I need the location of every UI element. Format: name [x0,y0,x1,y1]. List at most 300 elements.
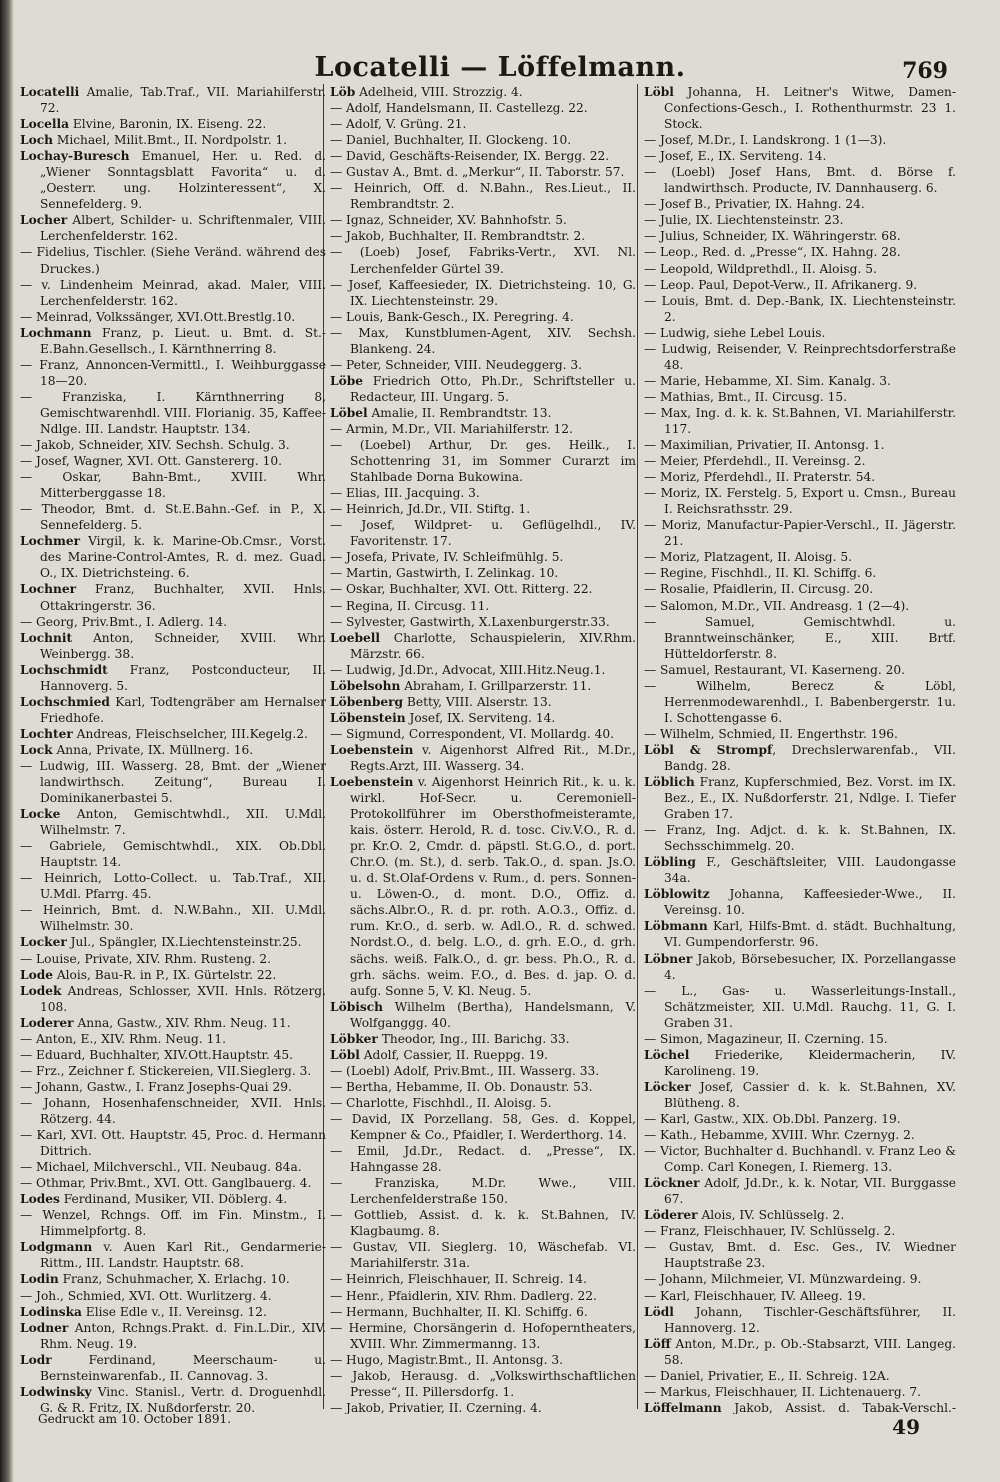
signature-number: 49 [892,1415,920,1439]
entry-surname: Löblowitz [644,887,710,902]
entry-text: Anton, M.Dr., p. Ob.-Stabsarzt, VIII. Langeg. 58. [664,1336,956,1367]
entry-text: — (Loebl) Adolf, Priv.Bmt., III. Wasserg. 33. [330,1063,600,1078]
entry-text: — Josef, Wildpret- u. Geflügelhdl., IV. Favoritenstr. 17. [330,518,636,549]
directory-entry [330,774,636,999]
directory-entry [20,1063,326,1079]
entry-surname: Löchel [644,1047,690,1062]
entry-text: — Oskar, Bahn-Bmt., XVIII. Whr. Mitterberggasse 18. [20,470,326,501]
column-2 [330,84,636,1414]
entry-surname: Lochner [20,582,77,597]
directory-entry [20,838,326,870]
entry-surname: Löckner [644,1176,700,1191]
directory-entry [20,951,326,967]
entry-text: — Max, Ing. d. k. k. St.Bahnen, VI. Mariahilferstr. 117. [644,405,956,436]
directory-entry [20,1127,326,1159]
directory-entry [330,1143,636,1175]
directory-entry [330,1368,636,1400]
directory-entry [330,1063,636,1079]
directory-entry [20,870,326,902]
directory-entry [330,1031,636,1047]
entry-surname: Loebell [330,630,380,645]
entry-surname: Lochschmidt [20,662,108,677]
directory-entry [644,662,956,678]
directory-entry [644,983,956,1031]
directory-entry [20,309,326,325]
directory-entry [20,389,326,437]
entry-surname: Loebenstein [330,775,414,790]
directory-entry [330,148,636,164]
directory-entry [330,678,636,694]
column-divider [637,84,638,1409]
entry-text: — Franziska, I. Kärnthnerring 8, Gemischtwarenhdl. VIII. Florianig. 35, Kaffee-Ndlge. III. Landstr. Hauptstr. 134. [20,389,326,436]
directory-entry [644,822,956,854]
entry-text: — Ludwig, Reisender, V. Reinprechtsdorferstraße 48. [644,341,956,372]
entry-text: Jakob, Assist. d. Tabak-Verschl.- [734,1400,956,1414]
directory-entry [330,1047,636,1063]
entry-text: — Othmar, Priv.Bmt., XVI. Ott. Ganglbauerg. 4. [20,1176,312,1191]
entry-text: — Frz., Zeichner f. Stickereien, VII.Sieglerg. 3. [20,1063,312,1078]
entry-surname: Lodin [20,1272,59,1287]
entry-text: — Jakob, Privatier, II. Czerning. 4. [330,1400,542,1414]
entry-text: — Sylvester, Gastwirth, X.Laxenburgerstr.33. [330,614,610,629]
directory-entry [330,100,636,116]
directory-entry [20,742,326,758]
directory-entry [20,453,326,469]
entry-text: — Victor, Buchhalter d. Buchhandl. v. Franz Leo & Comp. Carl Konegen, I. Riemerg. 13. [644,1144,956,1175]
directory-entry [330,277,636,309]
entry-text: Vinc. Stanisl., Vertr. d. Droguenhdl. G. & R. Fritz, IX. Nußdorferstr. 20. [40,1384,326,1414]
directory-entry [644,1223,956,1239]
entry-surname: Löbenberg [330,694,404,709]
entry-text: — Moriz, Manufactur-Papier-Verschl., II. Jägerstr. 21. [644,518,956,549]
directory-entry [330,1320,636,1352]
directory-entry [644,598,956,614]
entry-text: Anton, Rchngs.Prakt. d. Fin.L.Dir., XIV. Rhm. Neug. 19. [40,1320,326,1351]
directory-entry [330,1079,636,1095]
entry-text: — Julius, Schneider, IX. Währingerstr. 68. [644,229,901,244]
entry-surname: Loch [20,133,53,148]
entry-text: Alois, Bau-R. in P., IX. Gürtelstr. 22. [52,967,277,982]
entry-text: — Hugo, Magistr.Bmt., II. Antonsg. 3. [330,1352,563,1367]
entry-text: — Leop. Paul, Depot-Verw., II. Afrikanerg. 9. [644,277,918,292]
entry-surname: Löbelsohn [330,678,401,693]
entry-text: — Emil, Jd.Dr., Redact. d. „Presse“, IX. Hahngasse 28. [330,1144,636,1175]
page-number: 769 [902,58,948,84]
directory-entry [644,389,956,405]
entry-surname: Lochnit [20,630,73,645]
entry-surname: Löb [330,85,356,99]
entry-text: — Peter, Schneider, VIII. Neudeggerg. 3. [330,357,583,372]
entry-text: — Ludwig, III. Wasserg. 28, Bmt. der „Wiener landwirthsch. Zeitung“, Bureau I. Dominikanerbastei 5. [20,758,326,806]
entry-text: Andreas, Fleischselcher, III.Kegelg.2. [72,726,308,741]
directory-entry [644,261,956,277]
entry-text: — Leopold, Wildprethdl., II. Aloisg. 5. [644,261,877,276]
entry-text: — Eduard, Buchhalter, XIV.Ott.Hauptstr. 45. [20,1047,293,1062]
entry-surname: Lodgmann [20,1240,93,1255]
entry-text: Josef, Cassier d. k. k. St.Bahnen, XV. Blütheng. 8. [664,1079,956,1110]
directory-entry [644,951,956,983]
directory-entry [644,517,956,549]
entry-text: Anna, Gastw., XIV. Rhm. Neug. 11. [73,1015,291,1030]
entry-text: — Wilhelm, Berecz & Löbl, Herrenmodewarenhdl., I. Babenbergerstr. 1u. I. Schottengasse 6. [644,678,956,725]
entry-surname: Löcker [644,1079,691,1094]
directory-entry [644,148,956,164]
directory-entry [20,1015,326,1031]
directory-entry [330,598,636,614]
directory-entry [20,758,326,806]
directory-entry [644,1175,956,1207]
entry-text: — Markus, Fleischhauer, II. Lichtenauerg. 7. [644,1384,922,1399]
entry-text: — Karl, Fleischhauer, IV. Alleeg. 19. [644,1288,866,1303]
entry-text: — Martin, Gastwirth, I. Zelinkag. 10. [330,566,559,581]
directory-entry [20,357,326,389]
entry-text: — Elias, III. Jacquing. 3. [330,486,480,501]
directory-entry [330,501,636,517]
entry-text: Adelheid, VIII. Strozzig. 4. [355,85,523,99]
directory-entry [20,1095,326,1127]
directory-entry [644,1047,956,1079]
directory-entry [20,1047,326,1063]
directory-entry [20,469,326,501]
entry-text: Jul., Spängler, IX.Liechtensteinstr.25. [66,935,302,950]
directory-entry [330,132,636,148]
entry-text: — Louis, Bmt. d. Dep.-Bank, IX. Liechtensteinstr. 2. [644,293,956,324]
entry-text: — Anton, E., XIV. Rhm. Neug. 11. [20,1031,226,1046]
entry-text: — Theodor, Bmt. d. St.E.Bahn.-Gef. in P., X. Sennefelderg. 5. [20,502,326,533]
entry-surname: Lodwinsky [20,1384,92,1399]
entry-text: Franz, Postconducteur, II. Hannoverg. 5. [40,662,326,693]
directory-entry [330,517,636,549]
entry-text: — Michael, Milchverschl., VII. Neubaug. 84a. [20,1160,302,1175]
directory-entry [644,1336,956,1368]
column-3 [644,84,956,1414]
directory-entry [330,1304,636,1320]
entry-surname: Lodes [20,1192,60,1207]
entry-text: — Adolf, V. Grüng. 21. [330,117,467,132]
directory-entry [330,999,636,1031]
directory-entry [330,1352,636,1368]
entry-text: — (Loebl) Josef Hans, Bmt. d. Börse f. landwirthsch. Producte, IV. Dannhauserg. 6. [644,165,956,196]
directory-entry [20,1239,326,1271]
directory-entry [20,437,326,453]
directory-entry [644,1031,956,1047]
page-title: Locatelli — Löffelmann. [314,52,686,83]
entry-text: Elvine, Baronin, IX. Eiseng. 22. [69,117,267,132]
column-1 [20,84,326,1414]
entry-text: — Salomon, M.Dr., VII. Andreasg. 1 (2—4). [644,598,910,613]
entry-text: Michael, Milit.Bmt., II. Nordpolstr. 1. [52,133,288,148]
directory-entry [330,1288,636,1304]
directory-entry [20,1320,326,1352]
directory-entry [20,1079,326,1095]
entry-text: — Johann, Gastw., I. Franz Josephs-Quai 29. [20,1079,292,1094]
directory-entry [330,421,636,437]
directory-entry [644,373,956,389]
entry-text: Amalie, Tab.Traf., VII. Mariahilferstr. 72. [40,85,326,116]
directory-entry [20,1159,326,1175]
directory-entry [20,1271,326,1287]
directory-entry [330,164,636,180]
directory-entry [330,726,636,742]
entry-text: Friedrich Otto, Ph.Dr., Schriftsteller u. Redacteur, III. Ungarg. 5. [350,373,636,404]
directory-entry [330,694,636,710]
entry-text: Emanuel, Her. u. Red. d. „Wiener Sonntagsblatt Favorita“ u. d. „Oesterr. ung. Holzinteressent“, X. Sennefelderg. 9. [40,149,326,212]
entry-surname: Löffelmann [644,1400,722,1414]
entry-text: — Louise, Private, XIV. Rhm. Rusteng. 2. [20,951,272,966]
entry-text: — Heinrich, Fleischhauer, II. Schreig. 14. [330,1272,587,1287]
entry-text: — Moriz, Platzagent, II. Aloisg. 5. [644,550,852,565]
directory-entry [20,983,326,1015]
entry-text: — Moriz, Pferdehdl., II. Praterstr. 54. [644,470,876,485]
entry-text: — Josef, E., IX. Serviteng. 14. [644,149,827,164]
entry-text: Franz, Schuhmacher, X. Erlachg. 10. [58,1272,290,1287]
entry-text: — Fidelius, Tischler. (Siehe Veränd. während des Druckes.) [20,245,326,276]
entry-surname: Locatelli [20,85,80,99]
directory-entry [20,1191,326,1207]
directory-entry [330,485,636,501]
entry-text: — Ludwig, siehe Lebel Louis. [644,325,826,340]
directory-entry [330,437,636,485]
directory-entry [20,1304,326,1320]
entry-surname: Löbl & Strompf [644,742,773,757]
directory-entry [644,341,956,373]
directory-entry [330,309,636,325]
entry-text: — Meinrad, Volkssänger, XVI.Ott.Brestlg.10. [20,309,296,324]
entry-text: v. Auen Karl Rit., Gendarmerie-Rittm., III. Landstr. Hauptstr. 68. [40,1240,326,1271]
directory-entry [330,212,636,228]
entry-surname: Lochay-Buresch [20,149,130,164]
entry-text: Elise Edle v., II. Vereinsg. 12. [81,1304,267,1319]
directory-entry [330,1111,636,1143]
entry-text: — Johann, Hosenhafenschneider, XVII. Hnls. Rötzerg. 44. [20,1095,326,1126]
directory-entry [644,228,956,244]
directory-entry [644,405,956,437]
entry-text: — L., Gas- u. Wasserleitungs-Install., Schätzmeister, XII. U.Mdl. Rauchg. 11, G. I. Graben 31. [644,983,956,1030]
entry-text: — Karl, XVI. Ott. Hauptstr. 45, Proc. d. Hermann Dittrich. [20,1128,326,1159]
entry-surname: Lochter [20,726,73,741]
entry-text: — Johann, Milchmeier, VI. Münzwardeing. 9. [644,1272,922,1287]
directory-entry [644,437,956,453]
directory-entry [20,277,326,309]
entry-text: — Wenzel, Rchngs. Off. im Fin. Minstm., I. Himmelpfortg. 8. [20,1208,326,1239]
directory-entry [330,1400,636,1414]
directory-entry [20,1031,326,1047]
entry-surname: Löbl [644,85,674,99]
directory-entry [644,485,956,517]
entry-surname: Locke [20,807,61,822]
entry-text: — Franz, Ing. Adjct. d. k. k. St.Bahnen, IX. Sechsschimmelg. 20. [644,823,956,854]
directory-entry [644,1271,956,1287]
entry-text: — Franz, Annoncen-Vermittl., I. Weihburggasse 18—20. [20,357,326,388]
entry-text: Alois, IV. Schlüsselg. 2. [697,1208,845,1223]
entry-text: — Ludwig, Jd.Dr., Advocat, XIII.Hitz.Neug.1. [330,662,606,677]
entry-text: Adolf, Jd.Dr., k. k. Notar, VII. Burggasse 67. [664,1176,956,1207]
entry-text: — Wilhelm, Schmied, II. Engerthstr. 196. [644,726,898,741]
entry-text: Karl, Hilfs-Bmt. d. städt. Buchhaltung, VI. Gumpendorferstr. 96. [664,919,956,950]
entry-text: Anton, Gemischtwhdl., XII. U.Mdl. Wilhelmstr. 7. [40,807,326,838]
entry-text: — Josef, M.Dr., I. Landskrong. 1 (1—3). [644,133,887,148]
entry-text: — Samuel, Restaurant, VI. Kaserneng. 20. [644,662,906,677]
entry-text: — Jakob, Herausg. d. „Volkswirthschaftlichen Presse“, II. Pillersdorfg. 1. [330,1368,636,1399]
entry-text: — Louis, Bank-Gesch., IX. Peregring. 4. [330,309,574,324]
entry-surname: Lochmer [20,534,81,549]
entry-text: — Samuel, Gemischtwhdl. u. Branntweinschänker, E., XIII. Brtf. Hütteldorferstr. 8. [644,614,956,661]
directory-entry [20,244,326,276]
entry-text: — Maximilian, Privatier, II. Antonsg. 1. [644,438,885,453]
directory-entry [644,212,956,228]
directory-entry [644,1207,956,1223]
directory-entry [644,1239,956,1271]
entry-text: Andreas, Schlosser, XVII. Hnls. Rötzerg. 108. [40,983,326,1014]
entry-surname: Löbling [644,855,696,870]
entry-text: Johanna, Kaffeesieder-Wwe., II. Vereinsg. 10. [664,887,956,918]
directory-entry [330,84,636,100]
directory-entry [330,1271,636,1287]
entry-text: — Heinrich, Off. d. N.Bahn., Res.Lieut., II. Rembrandtstr. 2. [330,181,636,212]
entry-text: — Regina, II. Circusg. 11. [330,598,490,613]
directory-entry [644,742,956,774]
directory-entry [20,148,326,212]
directory-entry [20,84,326,116]
directory-entry [330,565,636,581]
entry-text: — Gustav A., Bmt. d. „Merkur“, II. Taborstr. 57. [330,165,625,180]
directory-entry [330,325,636,357]
directory-entry [644,1111,956,1127]
directory-entry [330,1175,636,1207]
directory-entry [330,630,636,662]
entry-text: Amalie, II. Rembrandtstr. 13. [367,405,552,420]
entry-text: — Rosalie, Pfaidlerin, II. Circusg. 20. [644,582,874,597]
directory-entry [644,549,956,565]
directory-entry [20,694,326,726]
entry-text: F., Geschäftsleiter, VIII. Laudongasse 34a. [664,855,956,886]
entry-text: — Franziska, M.Dr. Wwe., VIII. Lerchenfelderstraße 150. [330,1176,636,1207]
directory-entry [20,902,326,934]
directory-entry [644,1304,956,1336]
directory-entry [20,934,326,950]
directory-entry [20,116,326,132]
directory-entry [20,726,326,742]
directory-entry [20,806,326,838]
entry-surname: Löbmann [644,919,708,934]
entry-text: — Daniel, Buchhalter, II. Glockeng. 10. [330,133,572,148]
directory-entry [20,1352,326,1384]
entry-surname: Locella [20,117,70,132]
directory-entry [644,886,956,918]
directory-entry [20,501,326,533]
directory-entry [330,581,636,597]
entry-text: — Jakob, Buchhalter, II. Rembrandtstr. 2. [330,229,586,244]
entry-surname: Loderer [20,1015,74,1030]
entry-text: — Josef B., Privatier, IX. Hahng. 24. [644,197,865,212]
directory-entry [20,967,326,983]
entry-text: Theodor, Ing., III. Barichg. 33. [377,1031,570,1046]
entry-text: — Marie, Hebamme, XI. Sim. Kanalg. 3. [644,373,891,388]
entry-text: v. Aigenhorst Alfred Rit., M.Dr., Regts.Arzt, III. Wasserg. 34. [350,742,636,773]
entry-text: — Daniel, Privatier, E., II. Schreig. 12A. [644,1368,890,1383]
directory-entry [644,1288,956,1304]
directory-entry [644,565,956,581]
entry-text: Anna, Private, IX. Müllnerg. 16. [52,742,254,757]
entry-text: — Gustav, VII. Sieglerg. 10, Wäschefab. VI. Mariahilferstr. 31a. [330,1240,636,1271]
directory-entry [20,581,326,613]
directory-entry [330,742,636,774]
entry-text: Ferdinand, Musiker, VII. Döblerg. 4. [59,1192,288,1207]
entry-surname: Lodner [20,1320,69,1335]
directory-entry [20,630,326,662]
entry-text: — Ignaz, Schneider, XV. Bahnhofstr. 5. [330,213,567,228]
directory-entry [330,405,636,421]
entry-text: — Kath., Hebamme, XVIII. Whr. Czernyg. 2. [644,1128,915,1143]
entry-text: Abraham, I. Grillparzerstr. 11. [400,678,592,693]
directory-entry [20,132,326,148]
directory-entry [330,1095,636,1111]
entry-surname: Löbel [330,405,368,420]
entry-text: Ferdinand, Meerschaum- u. Bernsteinwarenfab., II. Cannovag. 3. [40,1352,326,1383]
entry-text: — Julie, IX. Liechtensteinstr. 23. [644,213,844,228]
directory-entry [330,116,636,132]
directory-entry [644,1368,956,1384]
directory-entry [330,228,636,244]
entry-surname: Loebenstein [330,742,414,757]
directory-entry [330,662,636,678]
entry-text: — Simon, Magazineur, II. Czerning. 15. [644,1031,888,1046]
entry-text: — Mathias, Bmt., II. Circusg. 15. [644,389,848,404]
entry-text: — Karl, Gastw., XIX. Ob.Dbl. Panzerg. 19. [644,1112,901,1126]
entry-text: Karl, Todtengräber am Hernalser Friedhofe. [40,694,326,725]
entry-text: — Meier, Pferdehdl., II. Vereinsg. 2. [644,454,866,469]
entry-surname: Lode [20,967,53,982]
directory-entry [330,357,636,373]
directory-entry [20,533,326,581]
entry-text: Charlotte, Schauspielerin, XIV.Rhm. Märzstr. 66. [350,630,636,661]
entry-text: — Henr., Pfaidlerin, XIV. Rhm. Dadlerg. 22. [330,1288,597,1303]
entry-text: Betty, VIII. Alserstr. 13. [403,694,552,709]
directory-entry [644,244,956,260]
directory-entry [644,84,956,132]
entry-surname: Löbner [644,951,693,966]
directory-entry [644,581,956,597]
entry-text: — Heinrich, Bmt. d. N.W.Bahn., XII. U.Mdl. Wilhelmstr. 30. [20,903,326,934]
directory-entry [644,678,956,726]
entry-surname: Locher [20,213,68,228]
entry-surname: Löderer [644,1208,698,1223]
entry-text: Friederike, Kleidermacherin, IV. Karolineng. 19. [664,1047,956,1078]
entry-surname: Lock [20,742,53,757]
entry-text: — Hermine, Chorsängerin d. Hofoperntheaters, XVIII. Whr. Zimmermanng. 13. [330,1320,636,1351]
entry-surname: Löff [644,1336,671,1351]
entry-text: — Heinrich, Lotto-Collect. u. Tab.Traf., XII. U.Mdl. Pfarrg. 45. [20,871,326,902]
directory-entry [644,614,956,662]
entry-surname: Löbker [330,1031,378,1046]
directory-entry [644,196,956,212]
entry-surname: Löbenstein [330,710,406,725]
directory-entry [330,710,636,726]
entry-text: — David, IX Porzellang. 58, Ges. d. Koppel, Kempner & Co., Pfaidler, I. Werderthorg. 14. [330,1112,636,1143]
entry-text: — Charlotte, Fischhdl., II. Aloisg. 5. [330,1095,552,1110]
directory-entry [644,918,956,950]
entry-text: Albert, Schilder- u. Schriftenmaler, VIII. Lerchenfelderstr. 162. [40,213,326,244]
directory-entry [644,726,956,742]
entry-surname: Löbl [330,1047,360,1062]
entry-text: — Regine, Fischhdl., II. Kl. Schiffg. 6. [644,566,877,581]
entry-text: Jakob, Börsebesucher, IX. Porzellangasse 4. [664,951,956,982]
entry-text: — Moriz, IX. Ferstelg. 5, Export u. Cmsn., Bureau I. Reichsrathsstr. 29. [644,486,956,517]
entry-text: Virgil, k. k. Marine-Ob.Cmsr., Vorst. des Marine-Control-Amtes, R. d. mez. Guad. O., IX. Dietrichsteing. 6. [40,534,326,581]
entry-surname: Lödl [644,1304,674,1319]
directory-entry [330,614,636,630]
entry-text: — Jakob, Schneider, XIV. Sechsh. Schulg. 3. [20,438,290,453]
